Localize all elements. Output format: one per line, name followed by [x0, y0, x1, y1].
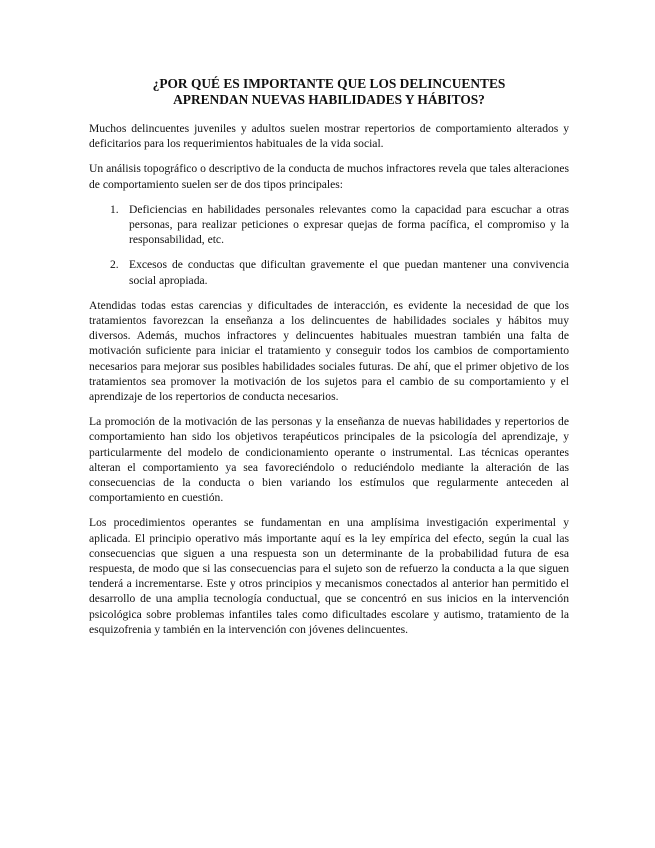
- list-item-number: 2.: [110, 258, 119, 272]
- list-item: [89, 257, 569, 287]
- title-line-2: APRENDAN NUEVAS HABILIDADES Y HÁBITOS?: [173, 92, 485, 107]
- numbered-list: [89, 202, 569, 288]
- paragraph-deficiencies: Atendidas todas estas carencias y dificultades de interacción, es evidente la necesidad de que los tratamientos favorezcan la enseñanza a los delincuentes de habilidades sociales y hábitos muy diversos. Además, muchos infractores y delincuentes habituales muestran también una falta de motivación suficiente para iniciar el tratamiento y conseguir todos los cambios de comportamiento necesarios para mejorar sus posibles habilidades sociales futuras. De ahí, que el primer objetivo de los tratamientos sea promover la motivación de los sujetos para el cambio de su comportamiento y el aprendizaje de los repertorios de conducta necesarios.: [89, 298, 569, 404]
- paragraph-intro: Muchos delincuentes juveniles y adultos suelen mostrar repertorios de comportamiento alterados y deficitarios para los requerimientos habituales de la vida social.: [89, 122, 569, 151]
- list-item-text: Deficiencias en habilidades personales relevantes como la capacidad para escuchar a otras personas, para realizar peticiones o expresar quejas de forma pacífica, el compromiso y la responsabilidad, etc.: [129, 202, 569, 247]
- list-item-text: Excesos de conductas que dificultan gravemente el que puedan mantener una convivencia social apropiada.: [129, 258, 569, 287]
- page-title: [89, 76, 569, 108]
- paragraph-analysis: Un análisis topográfico o descriptivo de la conducta de muchos infractores revela que tales alteraciones de comportamiento suelen ser de dos tipos principales:: [89, 162, 569, 191]
- paragraph-motivation: La promoción de la motivación de las personas y la enseñanza de nuevas habilidades y repertorios de comportamiento han sido los objetivos terapéuticos principales de la psicología del aprendizaje, y particularmente del modelo de condicionamiento operante o instrumental. Las técnicas operantes alteran el comportamiento ya sea favoreciéndolo o reduciéndolo mediante la alteración de las consecuencias de la conducta o bien variando los estímulos que regularmente anteceden al comportamiento en cuestión.: [89, 415, 569, 505]
- list-item: [89, 202, 569, 248]
- paragraph-operant: Los procedimientos operantes se fundamentan en una amplísima investigación experimental y aplicada. El principio operativo más importante aquí es la ley empírica del efecto, según la cual las consecuencias que siguen a una respuesta son un determinante de la probabilidad futura de esa respuesta, de modo que si las consecuencias para el sujeto son de refuerzo la conducta a la que siguen tenderá a incrementarse. Este y otros principios y mecanismos conectados al anterior han permitido el desarrollo de una amplia tecnología conductual, que se concentró en sus inicios en la intervención psicológica sobre problemas infantiles tales como dificultades escolare y autismo, tratamiento de la esquizofrenia y también en la intervención con jóvenes delincuentes.: [89, 516, 569, 636]
- title-line-1: ¿POR QUÉ ES IMPORTANTE QUE LOS DELINCUENTES: [152, 76, 506, 91]
- list-item-number: 1.: [110, 202, 119, 216]
